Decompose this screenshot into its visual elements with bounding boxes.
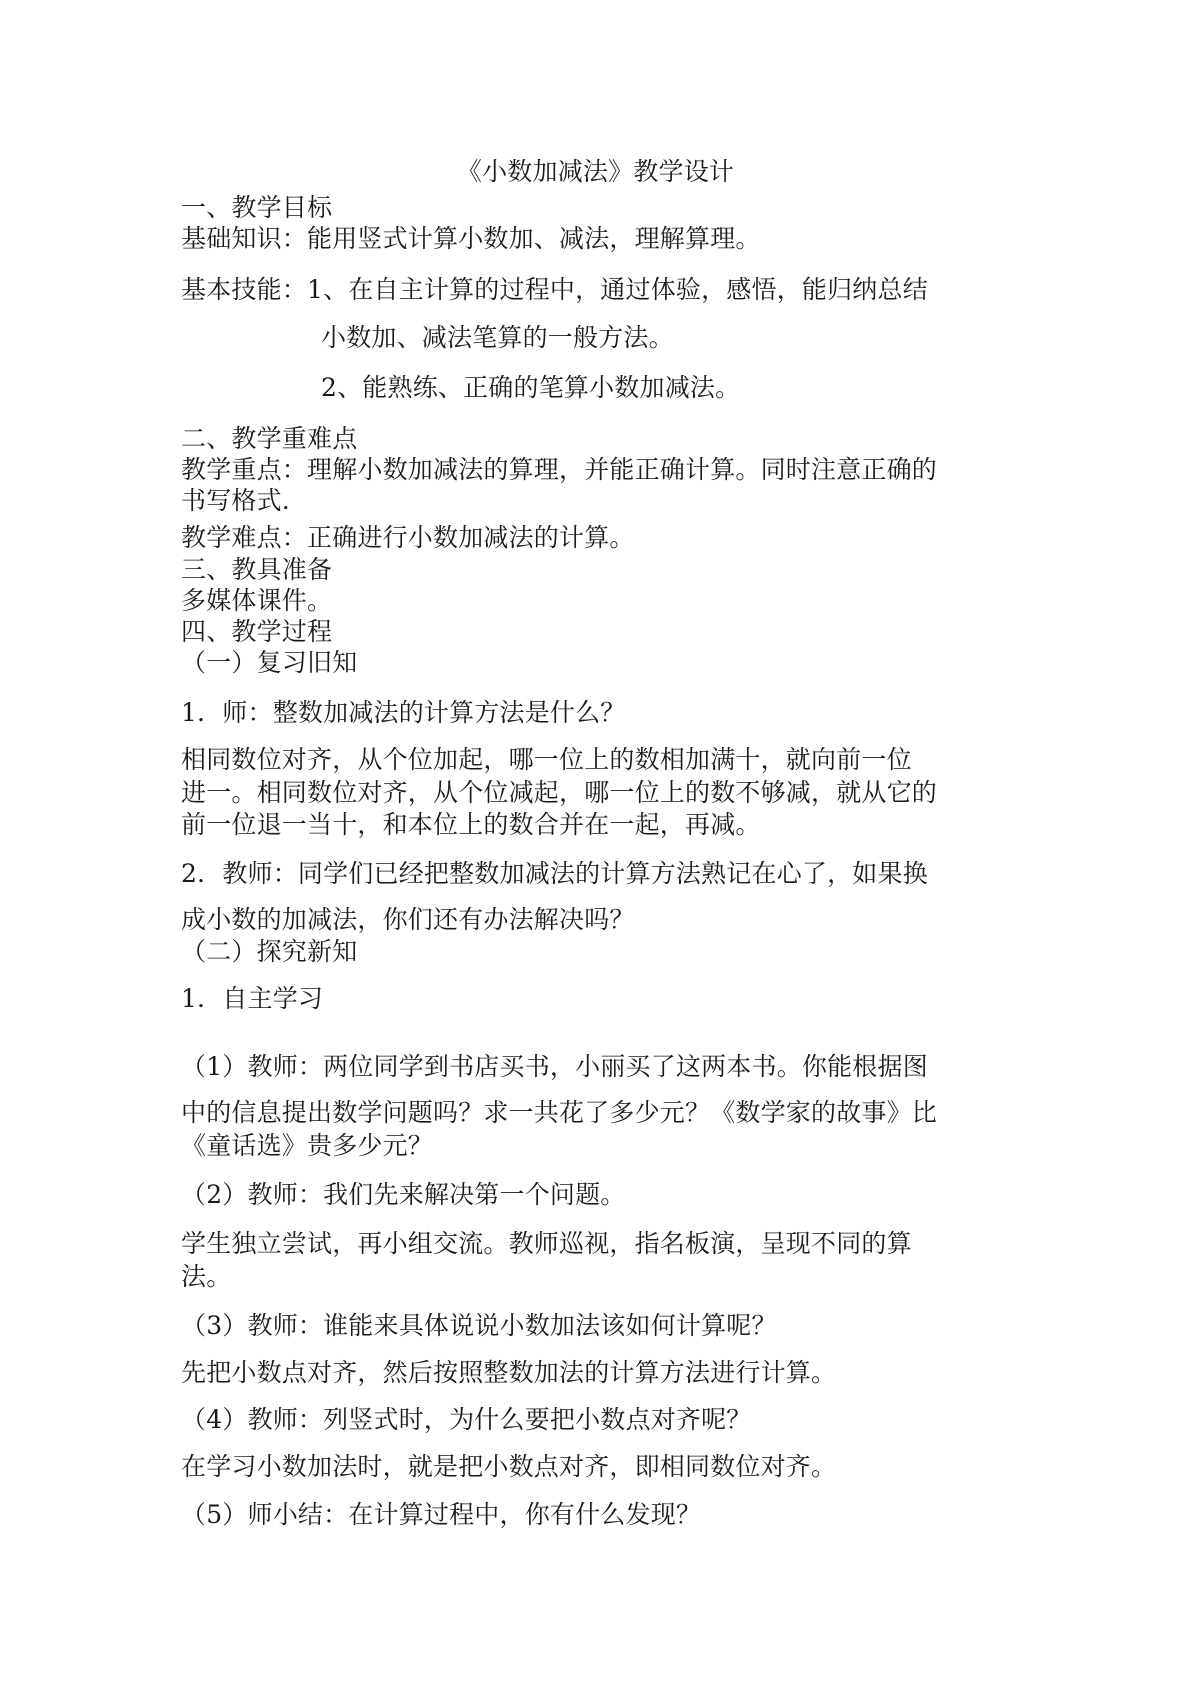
text-line: 成小数的加减法，你们还有办法解决吗？ <box>181 905 635 934</box>
text-line: 1．师：整数加减法的计算方法是什么？ <box>181 698 626 727</box>
text-line: （3）教师：谁能来具体说说小数加法该如何计算呢？ <box>181 1311 777 1340</box>
text-line: 基础知识：能用竖式计算小数加、减法，理解算理。 <box>181 224 761 253</box>
text-line: 前一位退一当十，和本位上的数合并在一起，再减。 <box>181 810 761 839</box>
text-line: 教学难点：正确进行小数加减法的计算。 <box>181 523 635 552</box>
text-line: （4）教师：列竖式时，为什么要把小数点对齐呢？ <box>181 1405 752 1434</box>
text-line: 学生独立尝试，再小组交流。教师巡视，指名板演，呈现不同的算 <box>181 1229 912 1258</box>
text-line: 法。 <box>181 1262 232 1291</box>
heading-objectives: 一、教学目标 <box>181 193 333 222</box>
text-line: 小数加、减法笔算的一般方法。 <box>321 323 674 352</box>
text-line: 2．教师：同学们已经把整数加减法的计算方法熟记在心了，如果换 <box>181 859 928 888</box>
text-line: （1）教师：两位同学到书店买书，小丽买了这两本书。你能根据图 <box>181 1052 928 1081</box>
text-line: 2、能熟练、正确的笔算小数加减法。 <box>321 373 741 402</box>
text-line: 多媒体课件。 <box>181 586 333 615</box>
heading-key-points: 二、教学重难点 <box>181 424 358 453</box>
heading-materials: 三、教具准备 <box>181 555 333 584</box>
text-line: 书写格式. <box>181 486 290 515</box>
document-title: 《小数加减法》教学设计 <box>456 157 735 186</box>
text-line: 中的信息提出数学问题吗？求一共花了多少元？《数学家的故事》比 <box>181 1098 938 1127</box>
subheading-explore: （二）探究新知 <box>181 937 358 966</box>
text-line: 先把小数点对齐，然后按照整数加法的计算方法进行计算。 <box>181 1358 837 1387</box>
text-line: 教学重点：理解小数加减法的算理，并能正确计算。同时注意正确的 <box>181 455 938 484</box>
text-line: （5）师小结：在计算过程中，你有什么发现？ <box>181 1500 702 1529</box>
heading-process: 四、教学过程 <box>181 617 333 646</box>
subheading-review: （一）复习旧知 <box>181 648 358 677</box>
text-line: 进一。相同数位对齐，从个位减起，哪一位上的数不够减，就从它的 <box>181 778 938 807</box>
text-line: 在学习小数加法时，就是把小数点对齐，即相同数位对齐。 <box>181 1452 837 1481</box>
text-line: 《童话选》贵多少元？ <box>181 1131 434 1160</box>
text-line: 相同数位对齐，从个位加起，哪一位上的数相加满十，就向前一位 <box>181 745 912 774</box>
text-line: （2）教师：我们先来解决第一个问题。 <box>181 1180 626 1209</box>
text-line: 1．自主学习 <box>181 984 324 1013</box>
text-line: 基本技能：1、在自主计算的过程中，通过体验，感悟，能归纳总结 <box>181 275 928 304</box>
